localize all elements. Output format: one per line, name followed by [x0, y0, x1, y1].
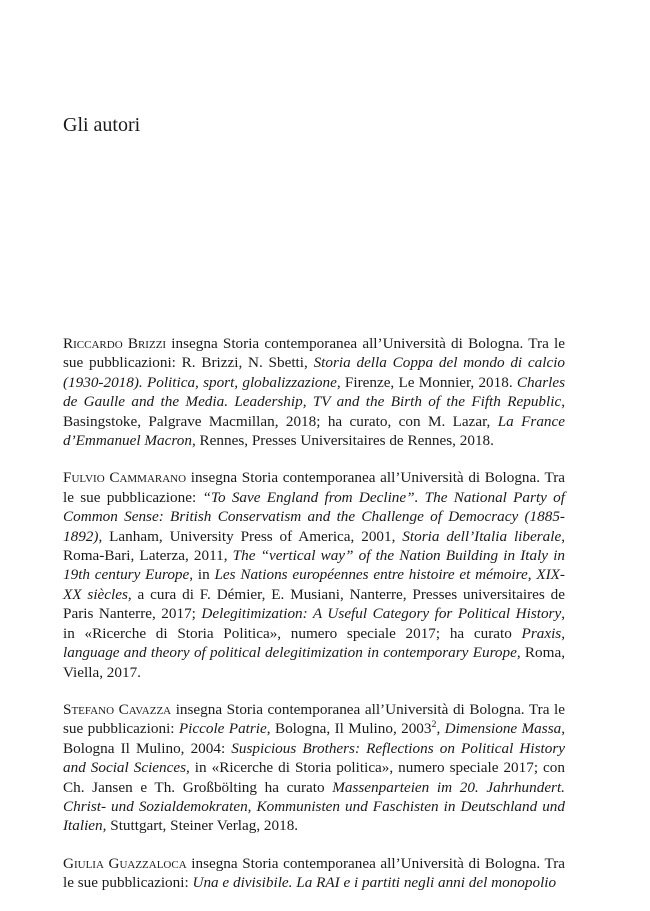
work-title: Charles de Gaulle and the Media. Leadership, TV and the Birth of the Fifth Republic — [63, 373, 565, 411]
bio-text: , Roma-Bari, Laterza, 2011, — [63, 527, 565, 565]
work-title: Praxis, language and theory of political delegitimization in contemporary Europe — [63, 624, 565, 662]
author-list — [63, 334, 565, 911]
page-title: Gli autori — [63, 114, 141, 136]
work-title: Dimensione Massa — [444, 720, 562, 738]
work-title: Massenparteien im 20. Jahrhundert. Christ- und Sozialdemokraten, Kommunisten und Faschisten in Deutschland und Italien, — [63, 778, 565, 835]
bio-text: insegna Storia contemporanea all’Università di Bologna. Tra le sue pubblicazioni: — [63, 700, 565, 738]
bio-text: , in «Ricerche di Storia Politica», numero speciale 2017; ha curato — [63, 605, 566, 642]
work-title: Storia della Coppa del mondo di calcio (1930-2018). Politica, sport, globalizzazione — [63, 354, 566, 391]
bio-text: insegna Storia contemporanea all’Università di Bologna. Tra le sue pubblicazione: — [63, 469, 565, 506]
work-title: La France d’Emmanuel Macron — [63, 412, 565, 450]
bio-text: Stuttgart, Steiner Verlag, 2018. — [106, 817, 299, 835]
bio-text: , Bologna, Il Mulino, 2003 — [266, 720, 432, 738]
bio-text: , — [436, 720, 445, 738]
author-entry — [63, 334, 565, 450]
bio-text: insegna Storia contemporanea all’Università di Bologna. Tra le sue pubblicazioni: R. Brizzi, N. Sbetti, — [63, 335, 565, 372]
bio-text: , Rennes, Presses Universitaires de Rennes, 2018. — [191, 432, 494, 450]
author-entry — [63, 700, 565, 836]
bio-text: , Firenze, Le Monnier, 2018. — [336, 373, 517, 391]
edition-superscript: 2 — [431, 719, 437, 731]
bio-text: , a cura di F. Démier, E. Musiani, Nanterre, Presses universitaires de Paris Nanterre, 2017; — [63, 585, 565, 623]
work-title: Suspicious Brothers: Reflections on Political History and Social Sciences — [63, 739, 565, 777]
bio-text: , Bologna Il Mulino, 2004: — [63, 720, 565, 757]
work-title: Delegitimization: A Useful Category for Political History — [201, 605, 562, 623]
author-name: Riccardo Brizzi — [63, 335, 167, 352]
work-title: The “vertical way” of the Nation Building in Italy in 19th century Europe — [63, 547, 566, 584]
author-entry — [63, 468, 565, 681]
work-title: Una e divisibile. La RAI e i partiti negli anni del monopolio — [192, 874, 557, 892]
bio-text: insegna Storia contemporanea all’Università di Bologna. Tra le sue pubblicazioni: — [63, 854, 565, 892]
bio-text: , in «Ricerche di Storia politica», numero speciale 2017; con Ch. Jansen e Th. Großbölting ha curato — [63, 759, 565, 796]
author-name: Stefano Cavazza — [63, 700, 172, 718]
bio-text: , Lanham, University Press of America, 2001, — [98, 527, 403, 545]
work-title: Les Nations européennes entre histoire et mémoire, XIX-XX siècles — [63, 566, 565, 603]
work-title: Storia dell’Italia liberale — [402, 527, 562, 545]
bio-text: , Basingstoke, Palgrave Macmillan, 2018; ha curato, con M. Lazar, — [63, 393, 565, 430]
bio-text: , Roma, Viella, 2017. — [63, 644, 566, 681]
bio-text: , in — [189, 566, 215, 584]
work-title: “To Save England from Decline”. The National Party of Common Sense: British Conservatism and the Challenge of Democracy (1885-1892) — [63, 488, 565, 545]
author-name: Giulia Guazzaloca — [63, 854, 187, 872]
work-title: Piccole Patrie — [178, 720, 267, 738]
author-entry — [63, 854, 565, 893]
author-name: Fulvio Cammarano — [63, 469, 187, 487]
